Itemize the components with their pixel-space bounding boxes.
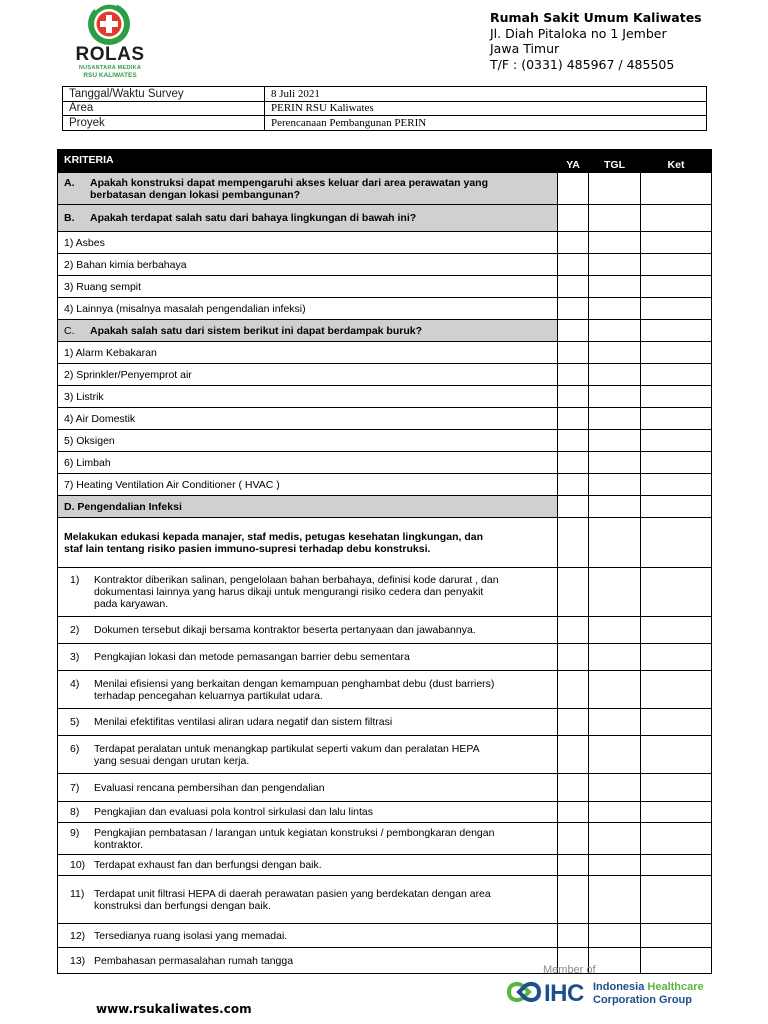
- item-number: 9): [70, 826, 80, 839]
- tgl-cell[interactable]: [589, 430, 641, 452]
- table-row: [58, 802, 712, 823]
- section-a-text: berbatasan dengan lokasi pembangunan?: [90, 188, 301, 201]
- ya-cell[interactable]: [558, 342, 589, 364]
- info-label: Area: [63, 101, 265, 116]
- ket-cell[interactable]: [641, 855, 712, 876]
- ya-cell[interactable]: [558, 823, 589, 855]
- item-d-2: [58, 617, 558, 644]
- item-line: Pengkajian lokasi dan metode pemasangan barrier debu sementara: [94, 651, 410, 663]
- item-line: dokumentasi lainnya yang harus dikaji untuk mengurangi risiko cedera dan penyakit: [94, 586, 484, 598]
- table-row: [58, 876, 712, 924]
- item-line: yang sesuai dengan urutan kerja.: [94, 754, 250, 767]
- item-line: Menilai efektifitas ventilasi aliran udara negatif dan sistem filtrasi: [94, 716, 393, 728]
- item-d-5: [58, 709, 558, 736]
- ket-cell[interactable]: [641, 320, 712, 342]
- item-text: 6) Limbah: [58, 452, 558, 474]
- ket-cell[interactable]: [641, 254, 712, 276]
- item-line: Menilai efisiensi yang berkaitan dengan kemampuan penghambat debu (dust barriers): [94, 677, 495, 690]
- item-text: 2) Bahan kimia berbahaya: [58, 254, 558, 276]
- item-line: kontraktor.: [94, 838, 144, 851]
- item-line: Tersedianya ruang isolasi yang memadai.: [94, 929, 288, 942]
- logo-name: ROLAS: [75, 44, 145, 65]
- section-c-text: Apakah salah satu dari sistem berikut ini dapat berdampak buruk?: [90, 324, 423, 337]
- ket-cell[interactable]: [641, 474, 712, 496]
- item-line: Terdapat peralatan untuk menangkap partikulat seperti vakum dan peralatan HEPA: [94, 742, 480, 755]
- hospital-province: Jawa Timur: [490, 41, 560, 56]
- ya-cell[interactable]: [558, 430, 589, 452]
- info-row-date: [63, 87, 707, 102]
- logo-hospital: RSU KALIWATES: [83, 72, 137, 79]
- intro-line: staf lain tentang risiko pasien immuno-supresi terhadap debu konstruksi.: [64, 542, 431, 555]
- ket-cell[interactable]: [641, 205, 712, 232]
- table-row: [58, 342, 712, 364]
- ihc-cross-icon: [505, 974, 543, 1010]
- item-number: 11): [70, 887, 85, 900]
- header-ket: Ket: [641, 150, 712, 173]
- table-row: [58, 644, 712, 671]
- ya-cell[interactable]: [558, 568, 589, 617]
- ihc-indonesia: Indonesia: [593, 981, 648, 993]
- website-link[interactable]: www.rsukaliwates.com: [96, 1002, 252, 1016]
- ya-cell[interactable]: [558, 408, 589, 430]
- ihc-healthcare: Healthcare: [647, 981, 704, 993]
- member-of-label: Member of: [543, 964, 596, 976]
- ya-cell[interactable]: [558, 496, 589, 518]
- item-line: Pengkajian pembatasan / larangan untuk kegiatan konstruksi / pembongkaran dengan: [94, 826, 495, 839]
- ihc-wordmark: IHC: [544, 980, 584, 1007]
- item-number: 2): [70, 624, 80, 636]
- ket-cell[interactable]: [641, 802, 712, 823]
- hospital-name: Rumah Sakit Umum Kaliwates: [490, 10, 702, 25]
- section-a-row: [58, 173, 712, 205]
- tgl-cell[interactable]: [589, 802, 641, 823]
- item-d-8: [58, 802, 558, 823]
- ket-cell[interactable]: [641, 496, 712, 518]
- ya-cell[interactable]: [558, 671, 589, 709]
- section-c: [58, 320, 558, 342]
- ket-cell[interactable]: [641, 671, 712, 709]
- item-d-9: [58, 823, 558, 855]
- table-row: [58, 568, 712, 617]
- ya-cell[interactable]: [558, 518, 589, 568]
- ket-cell[interactable]: [641, 342, 712, 364]
- item-d-12: [58, 924, 558, 948]
- tgl-cell[interactable]: [589, 386, 641, 408]
- item-d-13: [58, 948, 558, 974]
- info-value[interactable]: PERIN RSU Kaliwates: [265, 101, 707, 116]
- ya-cell[interactable]: [558, 386, 589, 408]
- criteria-header-row: [58, 150, 712, 173]
- table-row: [58, 709, 712, 736]
- header-ya: YA: [558, 150, 589, 173]
- ya-cell[interactable]: [558, 774, 589, 802]
- ket-cell[interactable]: [641, 568, 712, 617]
- item-line: Evaluasi rencana pembersihan dan pengendalian: [94, 781, 325, 794]
- hospital-address: Jl. Diah Pitaloka no 1 Jember: [490, 25, 667, 41]
- tgl-cell[interactable]: [589, 568, 641, 617]
- tgl-cell[interactable]: [589, 876, 641, 924]
- ket-cell[interactable]: [641, 232, 712, 254]
- section-b-label: B.: [64, 212, 75, 224]
- item-d-6: [58, 736, 558, 774]
- ya-cell[interactable]: [558, 709, 589, 736]
- ya-cell[interactable]: [558, 298, 589, 320]
- item-d-10: [58, 855, 558, 876]
- tgl-cell[interactable]: [589, 736, 641, 774]
- tgl-cell[interactable]: [589, 298, 641, 320]
- item-number: 13): [70, 954, 86, 967]
- tgl-cell[interactable]: [589, 518, 641, 568]
- item-text: 4) Air Domestik: [58, 408, 558, 430]
- tgl-cell[interactable]: [589, 924, 641, 948]
- ihc-logo: [505, 964, 735, 1014]
- item-number: 6): [70, 742, 80, 755]
- hospital-phone: T/F : (0331) 485967 / 485505: [490, 56, 675, 72]
- ket-cell[interactable]: [641, 298, 712, 320]
- tgl-cell[interactable]: [589, 276, 641, 298]
- tgl-cell[interactable]: [589, 205, 641, 232]
- item-d-7: [58, 774, 558, 802]
- table-row: [58, 232, 712, 254]
- ya-cell[interactable]: [558, 474, 589, 496]
- item-line: konstruksi dan berfungsi dengan baik.: [94, 899, 271, 912]
- ya-cell[interactable]: [558, 320, 589, 342]
- table-row: [58, 452, 712, 474]
- tgl-cell[interactable]: [589, 474, 641, 496]
- ket-cell[interactable]: [641, 924, 712, 948]
- section-b-row: [58, 205, 712, 232]
- table-row: [58, 855, 712, 876]
- ya-cell[interactable]: [558, 876, 589, 924]
- ya-cell[interactable]: [558, 276, 589, 298]
- section-d-intro-row: [58, 518, 712, 568]
- ket-cell[interactable]: [641, 452, 712, 474]
- item-line: Dokumen tersebut dikaji bersama kontraktor beserta pertanyaan dan jawabannya.: [94, 624, 476, 636]
- item-d-11: [58, 876, 558, 924]
- item-d-1: [58, 568, 558, 617]
- ya-cell[interactable]: [558, 644, 589, 671]
- ihc-corporation: Corporation Group: [593, 994, 692, 1006]
- survey-info-table: [62, 86, 707, 131]
- item-text: 7) Heating Ventilation Air Conditioner ( HVAC ): [58, 474, 558, 496]
- tgl-cell[interactable]: [589, 364, 641, 386]
- logo-subtitle: NUSANTARA MEDIKA: [78, 65, 142, 71]
- tgl-cell[interactable]: [589, 408, 641, 430]
- ya-cell[interactable]: [558, 924, 589, 948]
- item-number: 8): [70, 806, 80, 818]
- ya-cell[interactable]: [558, 364, 589, 386]
- ket-cell[interactable]: [641, 386, 712, 408]
- tgl-cell[interactable]: [589, 452, 641, 474]
- ya-cell[interactable]: [558, 736, 589, 774]
- info-value[interactable]: Perencanaan Pembangunan PERIN: [265, 116, 707, 131]
- ya-cell[interactable]: [558, 452, 589, 474]
- item-number: 5): [70, 716, 80, 728]
- ya-cell[interactable]: [558, 855, 589, 876]
- ket-cell[interactable]: [641, 276, 712, 298]
- table-row: [58, 474, 712, 496]
- tgl-cell[interactable]: [589, 254, 641, 276]
- tgl-cell[interactable]: [589, 644, 641, 671]
- table-row: [58, 408, 712, 430]
- info-label: Tanggal/Waktu Survey: [63, 87, 265, 102]
- item-number: 4): [70, 677, 80, 690]
- ket-cell[interactable]: [641, 736, 712, 774]
- section-b: [58, 205, 558, 232]
- section-c-label: C.: [64, 324, 75, 337]
- ket-cell[interactable]: [641, 364, 712, 386]
- table-row: [58, 364, 712, 386]
- section-d: D. Pengendalian Infeksi: [58, 496, 558, 518]
- item-line: terhadap pencegahan keluarnya partikulat udara.: [94, 689, 323, 702]
- section-a: [58, 173, 558, 205]
- item-number: 12): [70, 929, 86, 942]
- section-a-label: A.: [64, 176, 75, 189]
- item-line: Pembahasan permasalahan rumah tangga: [94, 954, 294, 967]
- item-text: 3) Ruang sempit: [58, 276, 558, 298]
- item-text: 3) Listrik: [58, 386, 558, 408]
- item-text: 4) Lainnya (misalnya masalah pengendalian infeksi): [58, 298, 558, 320]
- table-row: [58, 823, 712, 855]
- ket-cell[interactable]: [641, 408, 712, 430]
- item-text: 2) Sprinkler/Penyemprot air: [58, 364, 558, 386]
- item-line: Kontraktor diberikan salinan, pengelolaan bahan berbahaya, definisi kode darurat , dan: [94, 574, 499, 586]
- ket-cell[interactable]: [641, 774, 712, 802]
- tgl-cell[interactable]: [589, 774, 641, 802]
- ket-cell[interactable]: [641, 876, 712, 924]
- header-kriteria: KRITERIA: [58, 150, 558, 173]
- table-row: [58, 430, 712, 452]
- ya-cell[interactable]: [558, 617, 589, 644]
- rolas-logo: [70, 2, 150, 78]
- tgl-cell[interactable]: [589, 617, 641, 644]
- ket-cell[interactable]: [641, 173, 712, 205]
- ya-cell[interactable]: [558, 232, 589, 254]
- ket-cell[interactable]: [641, 823, 712, 855]
- info-row-area: [63, 101, 707, 116]
- table-row: [58, 671, 712, 709]
- item-line: Terdapat unit filtrasi HEPA di daerah perawatan pasien yang berdekatan dengan area: [94, 887, 491, 900]
- table-row: [58, 617, 712, 644]
- hospital-contact: [490, 10, 702, 72]
- item-line: Pengkajian dan evaluasi pola kontrol sirkulasi dan lalu lintas: [94, 806, 374, 818]
- table-row: [58, 298, 712, 320]
- header-tgl: TGL: [589, 150, 641, 173]
- item-d-3: [58, 644, 558, 671]
- tgl-cell[interactable]: [589, 496, 641, 518]
- item-number: 1): [70, 574, 80, 586]
- table-row: [58, 736, 712, 774]
- tgl-cell[interactable]: [589, 671, 641, 709]
- table-row: [58, 924, 712, 948]
- hospital-cross-logo-icon: [87, 2, 131, 46]
- section-d-row: [58, 496, 712, 518]
- item-text: 1) Asbes: [58, 232, 558, 254]
- item-line: pada karyawan.: [94, 598, 169, 610]
- table-row: [58, 276, 712, 298]
- tgl-cell[interactable]: [589, 823, 641, 855]
- item-number: 10): [70, 859, 86, 871]
- ket-cell[interactable]: [641, 709, 712, 736]
- ket-cell[interactable]: [641, 617, 712, 644]
- item-number: 3): [70, 651, 80, 663]
- ket-cell[interactable]: [641, 518, 712, 568]
- ya-cell[interactable]: [558, 173, 589, 205]
- ket-cell[interactable]: [641, 430, 712, 452]
- table-row: [58, 254, 712, 276]
- item-text: 5) Oksigen: [58, 430, 558, 452]
- tgl-cell[interactable]: [589, 342, 641, 364]
- ya-cell[interactable]: [558, 802, 589, 823]
- item-d-4: [58, 671, 558, 709]
- intro-line: Melakukan edukasi kepada manajer, staf medis, petugas kesehatan lingkungan, dan: [64, 530, 483, 543]
- ya-cell[interactable]: [558, 254, 589, 276]
- ket-cell[interactable]: [641, 644, 712, 671]
- ya-cell[interactable]: [558, 205, 589, 232]
- tgl-cell[interactable]: [589, 232, 641, 254]
- item-text: 1) Alarm Kebakaran: [58, 342, 558, 364]
- info-row-project: [63, 116, 707, 131]
- section-c-row: [58, 320, 712, 342]
- criteria-table: [57, 149, 712, 974]
- section-a-text: Apakah konstruksi dapat mempengaruhi akses keluar dari area perawatan yang: [90, 176, 488, 189]
- section-d-intro: [58, 518, 558, 568]
- section-b-text: Apakah terdapat salah satu dari bahaya lingkungan di bawah ini?: [90, 212, 417, 224]
- tgl-cell[interactable]: [589, 855, 641, 876]
- tgl-cell[interactable]: [589, 320, 641, 342]
- tgl-cell[interactable]: [589, 173, 641, 205]
- tgl-cell[interactable]: [589, 709, 641, 736]
- item-line: Terdapat exhaust fan dan berfungsi dengan baik.: [94, 859, 322, 871]
- info-value[interactable]: 8 Juli 2021: [265, 87, 707, 102]
- table-row: [58, 386, 712, 408]
- info-label: Proyek: [63, 116, 265, 131]
- item-number: 7): [70, 781, 80, 794]
- table-row: [58, 774, 712, 802]
